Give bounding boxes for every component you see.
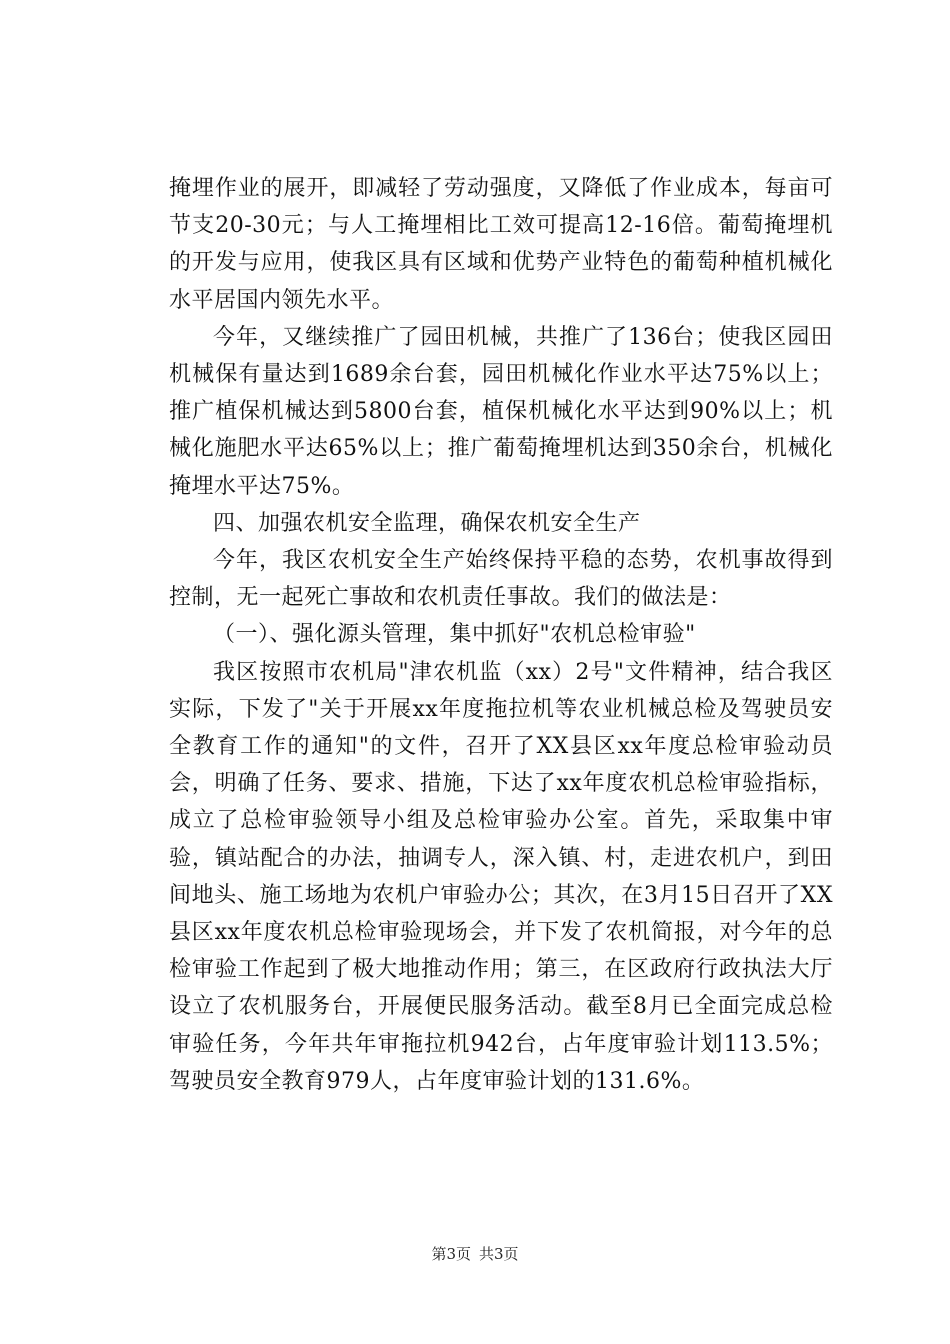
section-heading: 四、加强农机安全监理，确保农机安全生产 (213, 510, 641, 536)
page-total: 共3页 (479, 1245, 519, 1263)
document-body (169, 170, 833, 1100)
paragraph-1: 掩埋作业的展开，即减轻了劳动强度，又降低了作业成本，每亩可节支20-30元；与人工掩埋相比工效可提高12-16倍。葡萄掩埋机的开发与应用，使我区具有区域和优势产业特色的葡萄种植机械化水平居国内领先水平。 (169, 176, 833, 313)
page-number: 第3页 (431, 1245, 471, 1263)
paragraph-2: 今年，又继续推广了园田机械，共推广了136台；使我区园田机械保有量达到1689余台套，园田机械化作业水平达75%以上；推广植保机械达到5800台套，植保机械化水平达到90%以上；机械化施肥水平达65%以上；推广葡萄掩埋机达到350余台，机械化掩埋水平达75%。 (169, 324, 833, 499)
page-footer (0, 1244, 950, 1264)
subsection-heading: （一）、强化源头管理，集中抓好"农机总检审验" (213, 622, 696, 648)
paragraph-4: 我区按照市农机局"津农机监（xx）2号"文件精神，结合我区实际，下发了"关于开展xx年度拖拉机等农业机械总检及驾驶员安全教育工作的通知"的文件，召开了XX县区xx年度总检审验动员会，明确了任务、要求、措施，下达了xx年度农机总检审验指标，成立了总检审验领导小组及总检审验办公室。首先，采取集中审验，镇站配合的办法，抽调专人，深入镇、村，走进农机户，到田间地头、施工场地为农机户审验办公；其次，在3月15日召开了XX县区xx年度农机总检审验现场会，并下发了农机简报，对今年的总检审验工作起到了极大地推动作用；第三，在区政府行政执法大厅设立了农机服务台，开展便民服务活动。截至8月已全面完成总检审验任务，今年共年审拖拉机942台，占年度审验计划113.5%；驾驶员安全教育979人，占年度审验计划的131.6%。 (169, 659, 833, 1094)
paragraph-3: 今年，我区农机安全生产始终保持平稳的态势，农机事故得到控制，无一起死亡事故和农机责任事故。我们的做法是： (169, 548, 833, 611)
